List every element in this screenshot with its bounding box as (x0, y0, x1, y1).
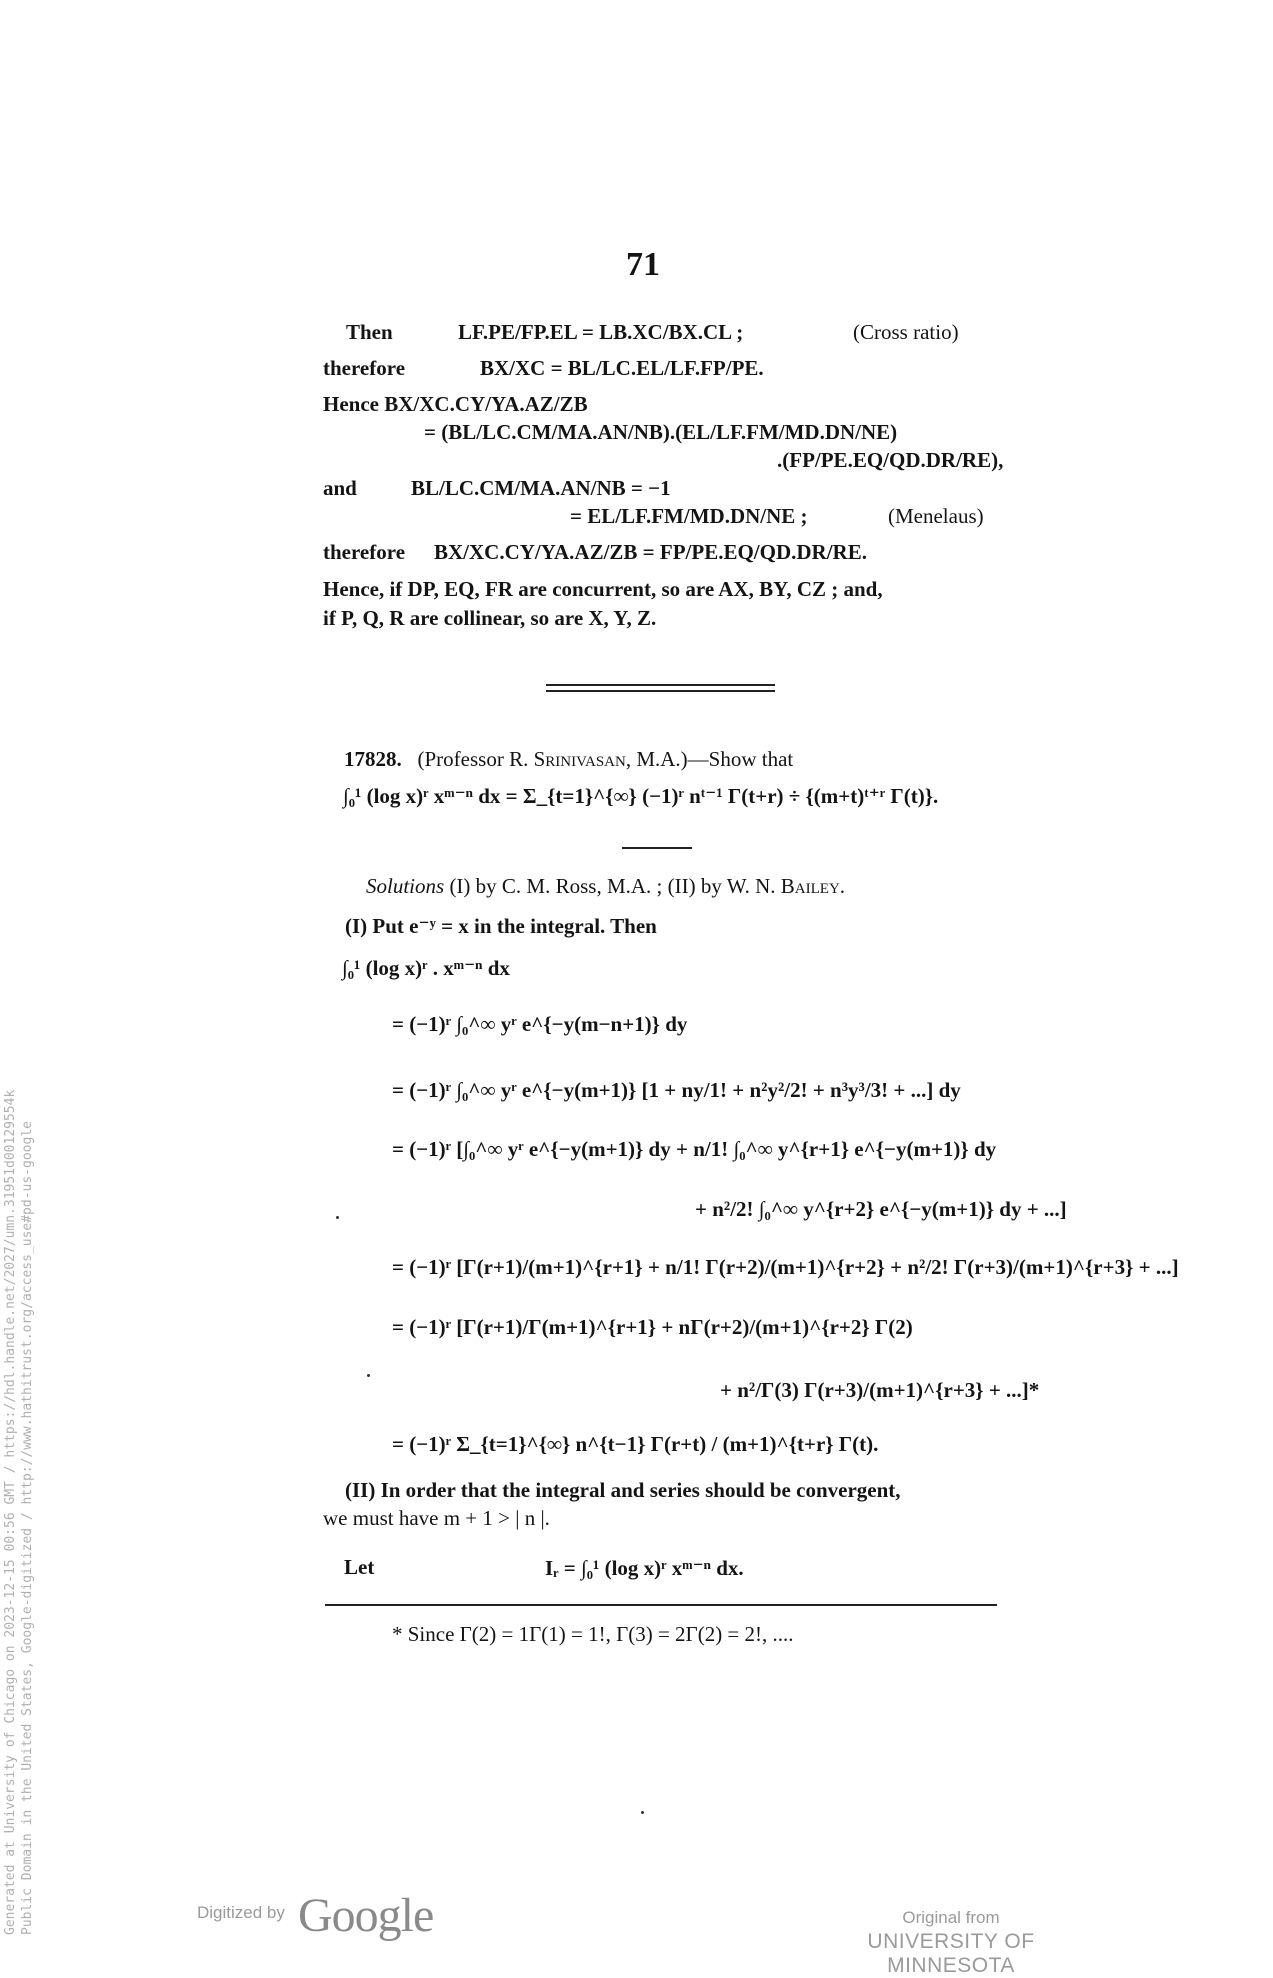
sidebar-line-1: Generated at University of Chicago on 2023-12-15 00:56 GMT / https://hdl.handle.net/2027/umn.31951d00129554k (3, 1089, 18, 1935)
collinear-sentence: if P, Q, R are collinear, so are X, Y, Z. (323, 606, 657, 630)
section-rule-bottom (546, 690, 775, 692)
derivation-line-7: = (−1)ʳ [Γ(r+1)/Γ(m+1)^{r+1} + nΓ(r+2)/(m+1)^{r+2} Γ(2) (392, 1315, 913, 1339)
footnote: * Since Γ(2) = 1Γ(1) = 1!, Γ(3) = 2Γ(2) = 2!, .... (392, 1622, 794, 1646)
solutions-authors: (I) by C. M. Ross, M.A. ; (II) by W. N. (449, 874, 781, 898)
then-expression: LF.PE/FP.EL = LB.XC/BX.CL ; (458, 320, 744, 344)
derivation-line-8: + n²/Γ(3) Γ(r+3)/(m+1)^{r+3} + ...]* (720, 1378, 1040, 1402)
google-logo: Google (298, 1889, 434, 1942)
page-number: 71 (626, 246, 660, 283)
let-label: Let (344, 1555, 375, 1579)
problem-number: 17828. (344, 747, 402, 771)
derivation-line-4: = (−1)ʳ [∫₀^∞ yʳ e^{−y(m+1)} dy + n/1! ∫₀^∞ y^{r+1} e^{−y(m+1)} dy (392, 1137, 997, 1161)
solutions-prefix: Solutions (366, 874, 445, 898)
footnote-rule (325, 1604, 997, 1606)
derivation-line-3: = (−1)ʳ ∫₀^∞ yʳ e^{−y(m+1)} [1 + ny/1! + n²y²/2! + n³y³/3! + ...] dy (392, 1078, 961, 1102)
therefore-label-2: therefore (323, 540, 406, 564)
and-label: and (323, 476, 357, 500)
derivation-line-5: + n²/2! ∫₀^∞ y^{r+2} e^{−y(m+1)} dy + ...] (695, 1197, 1067, 1221)
hathitrust-sidebar (2, 1090, 36, 1935)
therefore-expression-2: BX/XC.CY/YA.AZ/ZB = FP/PE.EQ/QD.DR/RE. (434, 540, 867, 564)
speck (367, 1374, 370, 1377)
part2-line-2: we must have m + 1 > | n |. (323, 1506, 550, 1530)
let-expression: Iᵣ = ∫₀¹ (log x)ʳ xᵐ⁻ⁿ dx. (545, 1556, 744, 1580)
problem-header (344, 747, 793, 772)
speck (336, 1216, 339, 1219)
menelaus-expression: = EL/LF.FM/MD.DN/NE ; (570, 504, 808, 528)
derivation-line-1: ∫₀¹ (log x)ʳ . xᵐ⁻ⁿ dx (342, 956, 510, 980)
cross-ratio-note: (Cross ratio) (853, 320, 959, 344)
hence-expansion-2: .(FP/PE.EQ/QD.DR/RE), (777, 448, 1004, 472)
author-name: Srinivasan (533, 747, 626, 771)
author-prefix: (Professor R. (417, 747, 534, 771)
speck (641, 1811, 644, 1814)
therefore-label-1: therefore (323, 356, 406, 380)
digitized-by-label: Digitized by (197, 1903, 285, 1922)
and-expression: BL/LC.CM/MA.AN/NB = −1 (411, 476, 671, 500)
part2-line-1: (II) In order that the integral and series should be convergent, (345, 1478, 901, 1502)
author-suffix: , M.A.)—Show that (625, 747, 794, 771)
solutions-line (366, 874, 845, 899)
original-from-label: Original from (902, 1908, 1000, 1927)
derivation-line-2: = (−1)ʳ ∫₀^∞ yʳ e^{−y(m−n+1)} dy (392, 1012, 688, 1036)
concurrent-sentence: Hence, if DP, EQ, FR are concurrent, so are AX, BY, CZ ; and, (323, 577, 883, 601)
university-name: UNIVERSITY OF MINNESOTA (867, 1930, 1035, 1977)
original-from-block (812, 1908, 1090, 1978)
derivation-line-6: = (−1)ʳ [Γ(r+1)/(m+1)^{r+1} + n/1! Γ(r+2)/(m+1)^{r+2} + n²/2! Γ(r+3)/(m+1)^{r+3} + ...] (392, 1255, 1179, 1279)
section-rule-top (546, 684, 775, 686)
hence-expansion-1: = (BL/LC.CM/MA.AN/NB).(EL/LF.FM/MD.DN/NE) (424, 420, 898, 444)
menelaus-note: (Menelaus) (888, 504, 984, 528)
hence-line: Hence BX/XC.CY/YA.AZ/ZB (323, 392, 588, 416)
solver-bailey: Bailey. (780, 874, 846, 898)
sidebar-line-2: Public Domain in the United States, Google-digitized / http://www.hathitrust.org/access_use#pd-us-google (20, 1121, 35, 1935)
derivation-line-9: = (−1)ʳ Σ_{t=1}^{∞} n^{t−1} Γ(r+t) / (m+1)^{t+r} Γ(t). (392, 1432, 879, 1456)
then-label: Then (346, 320, 393, 344)
short-rule (622, 847, 692, 849)
problem-statement: ∫₀¹ (log x)ʳ xᵐ⁻ⁿ dx = Σ_{t=1}^{∞} (−1)ʳ nᵗ⁻¹ Γ(t+r) ÷ {(m+t)ᵗ⁺ʳ Γ(t)}. (343, 784, 939, 808)
therefore-expression-1: BX/XC = BL/LC.EL/LF.FP/PE. (480, 356, 764, 380)
part1-intro: (I) Put e⁻ʸ = x in the integral. Then (345, 914, 657, 938)
